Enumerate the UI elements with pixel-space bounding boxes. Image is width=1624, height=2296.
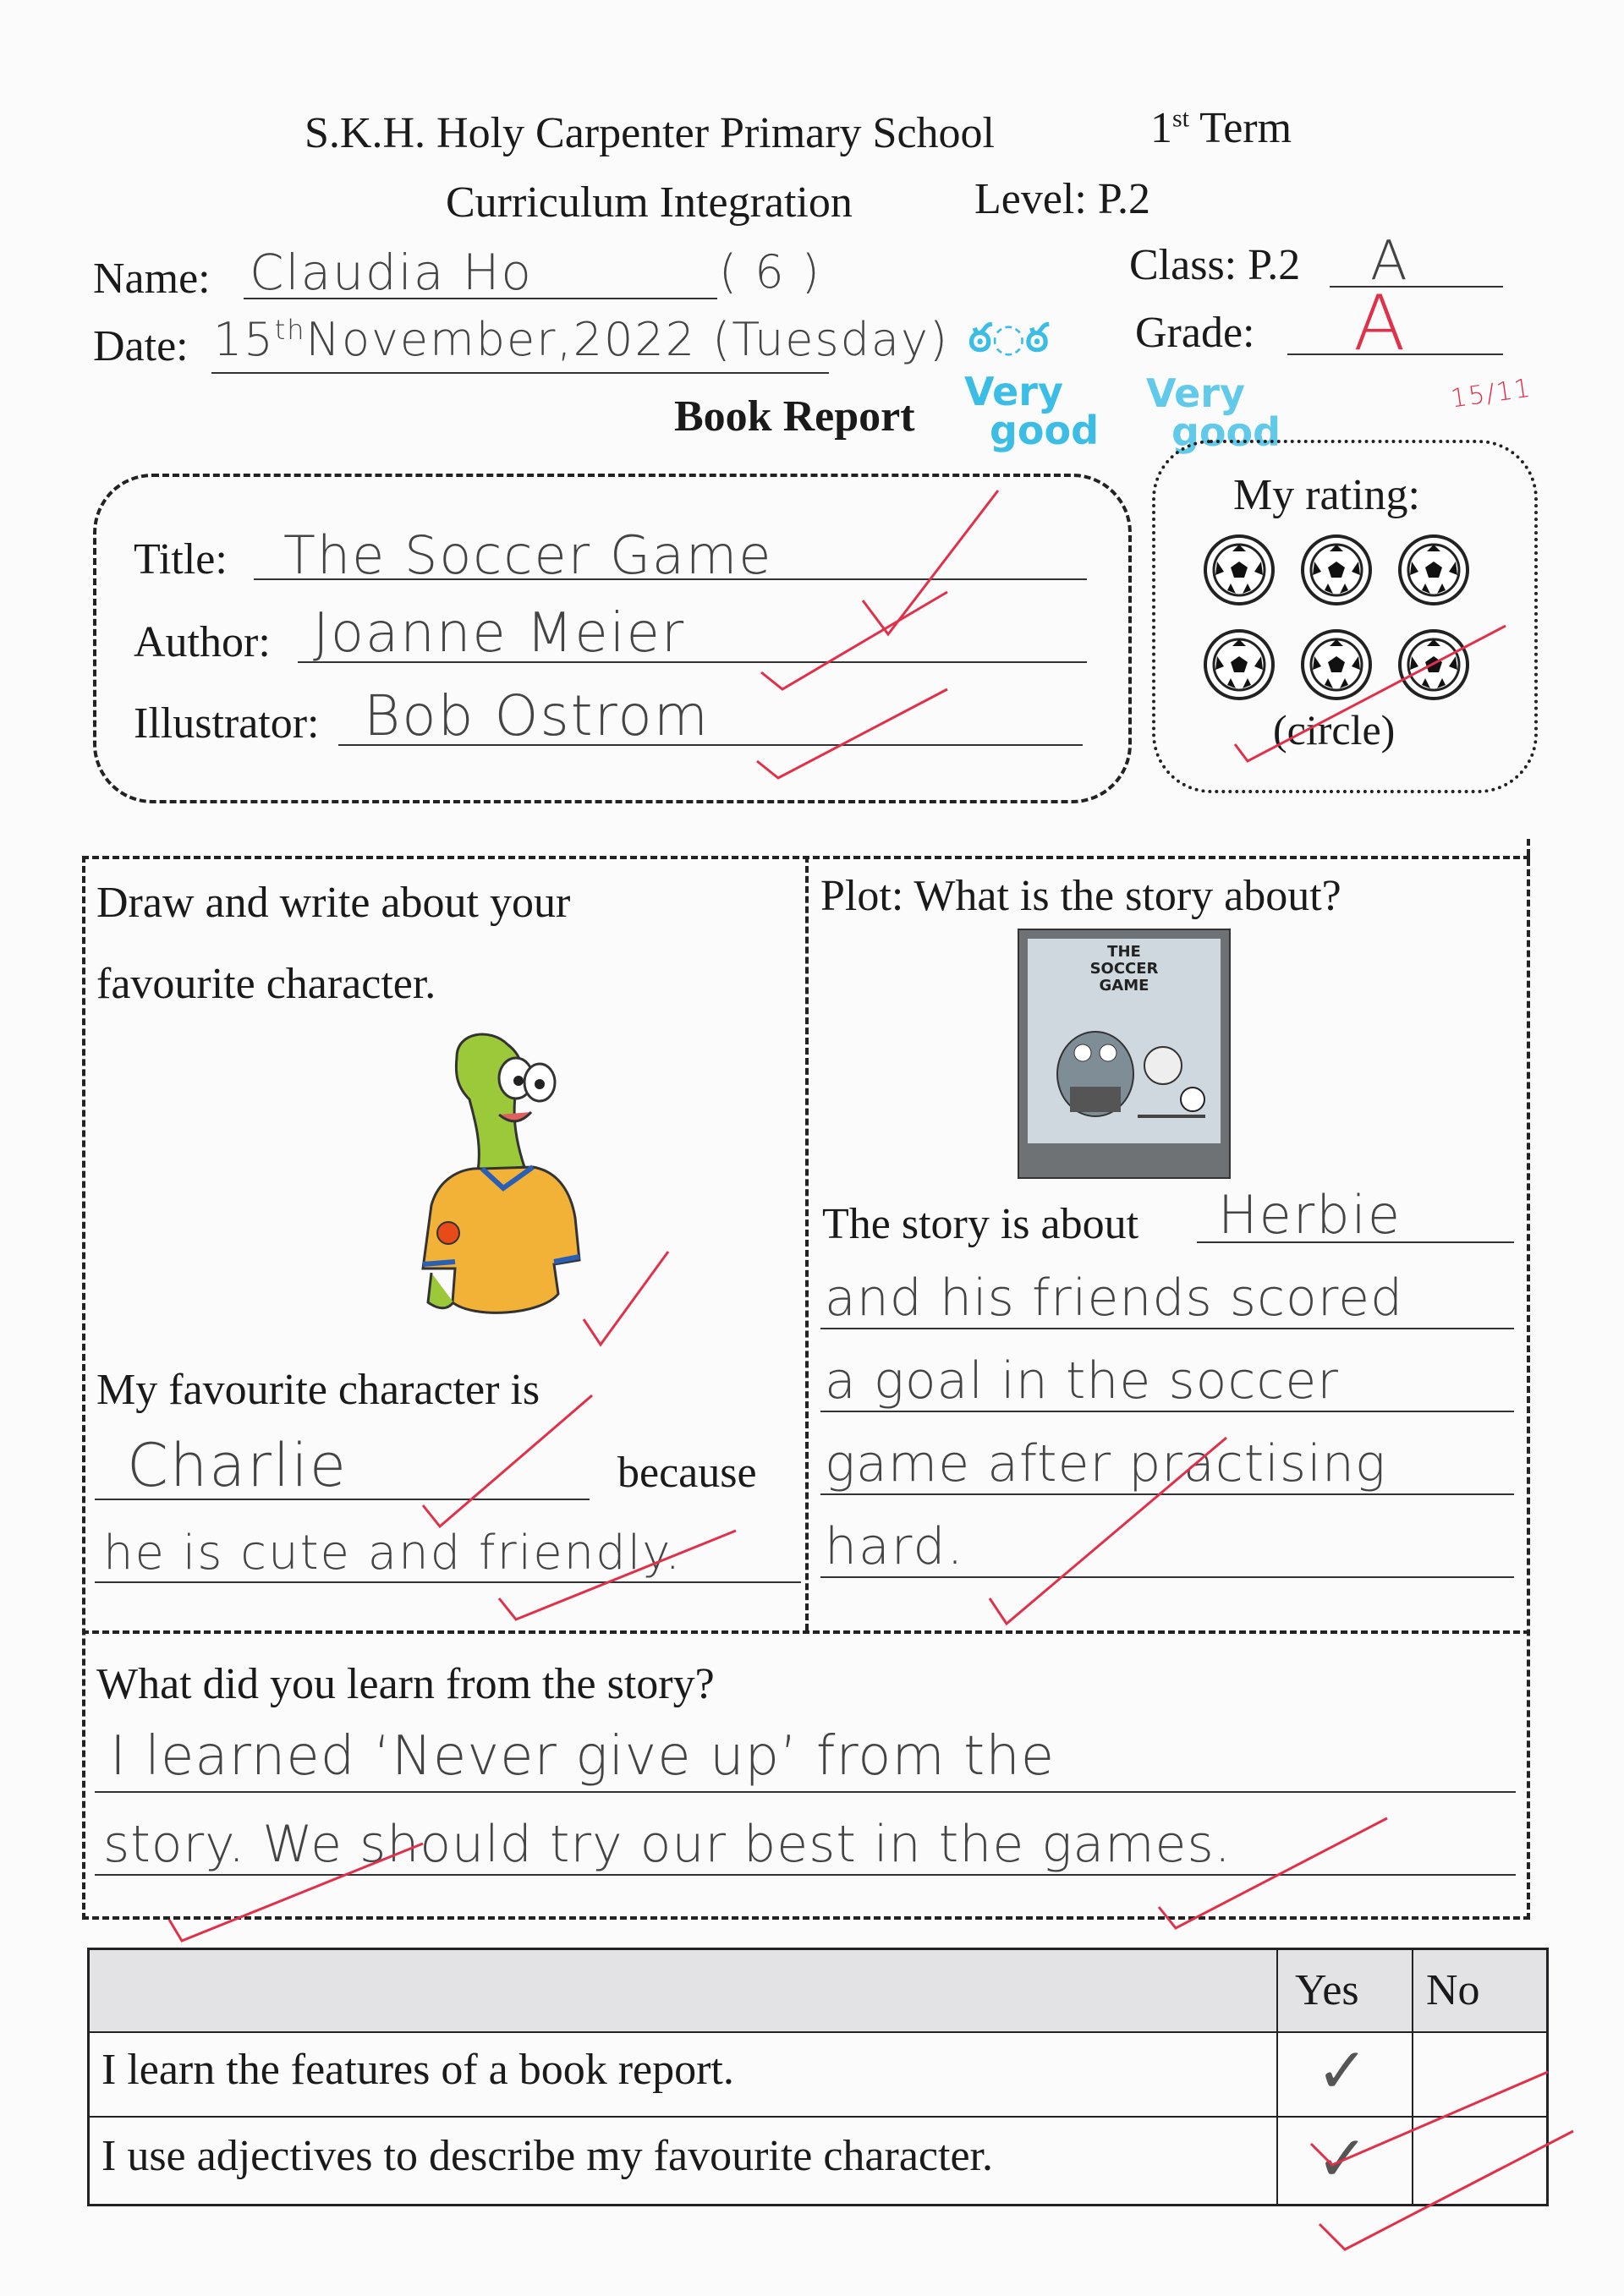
stamp2-line1: Very <box>1146 370 1245 416</box>
report-title: Book Report <box>674 392 915 441</box>
character-prompt-1: Draw and write about your <box>96 879 571 927</box>
learn-line1-value: I learned ‘Never give up’ from the <box>110 1725 1056 1788</box>
name-value: Claudia Ho <box>250 244 533 301</box>
stamp2-line2: good <box>1171 409 1281 455</box>
student-number: ( 6 ) <box>719 245 821 299</box>
teacher-date-mark: 15/11 <box>1449 373 1534 414</box>
date-suffix: th <box>274 314 306 346</box>
red-tick-icon <box>169 490 1573 2249</box>
date-rest: November,2022 (Tuesday) <box>305 313 950 366</box>
learn-line2-value: story. We should try our best in the games. <box>103 1815 1232 1874</box>
col-yes: Yes <box>1295 1966 1359 2014</box>
title-value: The Soccer Game <box>283 524 773 586</box>
table-row-2-text: I use adjectives to describe my favourite character. <box>102 2132 993 2180</box>
author-value: Joanne Meier <box>313 602 686 665</box>
plot-line4-value: game after practising <box>825 1434 1386 1493</box>
author-label: Author: <box>134 618 271 666</box>
school-name: S.K.H. Holy Carpenter Primary School <box>304 109 996 157</box>
term-word: Term <box>1199 104 1292 152</box>
character-reason-value: he is cute and friendly. <box>103 1526 683 1581</box>
rating-hint: (circle) <box>1273 706 1396 753</box>
smiley-icon: ఠ◌ఠ <box>968 315 1049 360</box>
stamp-line2: good <box>990 408 1100 453</box>
cover-title-1: THE <box>1107 943 1141 961</box>
rating-label: My rating: <box>1233 471 1420 519</box>
stamp-line1: Very <box>964 369 1063 414</box>
character-prompt-2: favourite character. <box>96 960 436 1008</box>
table-row-2-check: ✓ <box>1316 2125 1369 2195</box>
cover-title-3: GAME <box>1099 977 1149 995</box>
plot-line2-value: and his friends scored <box>825 1269 1404 1328</box>
date-day: 15 <box>213 313 275 366</box>
character-name-value: Charlie <box>127 1431 348 1500</box>
title-label: Title: <box>134 535 228 584</box>
grade-label: Grade: <box>1135 309 1255 357</box>
class-value: A <box>1370 230 1409 293</box>
table-row-1-check: ✓ <box>1316 2037 1369 2107</box>
col-no: No <box>1426 1966 1480 2014</box>
level: Level: P.2 <box>974 175 1150 223</box>
class-label: Class: P.2 <box>1129 241 1301 289</box>
plot-line1-value: Herbie <box>1218 1184 1402 1246</box>
cover-title-2: SOCCER <box>1089 960 1159 978</box>
learn-prompt: What did you learn from the story? <box>96 1660 715 1708</box>
plot-sentence: The story is about <box>822 1200 1139 1248</box>
illustrator-label: Illustrator: <box>134 699 320 748</box>
term-suffix: st <box>1172 104 1190 133</box>
grade-value: A <box>1353 279 1407 368</box>
plot-line3-value: a goal in the soccer <box>825 1351 1339 1411</box>
term-number: 1 <box>1150 104 1172 152</box>
date-label: Date: <box>93 322 189 370</box>
table-row-1-text: I learn the features of a book report. <box>102 2046 734 2094</box>
because-label: because <box>617 1449 757 1497</box>
plot-line5-value: hard. <box>825 1517 965 1576</box>
illustrator-value: Bob Ostrom <box>364 683 710 748</box>
subject: Curriculum Integration <box>446 178 853 227</box>
character-sentence: My favourite character is <box>96 1366 540 1414</box>
plot-prompt: Plot: What is the story about? <box>820 872 1341 920</box>
name-label: Name: <box>93 255 211 303</box>
